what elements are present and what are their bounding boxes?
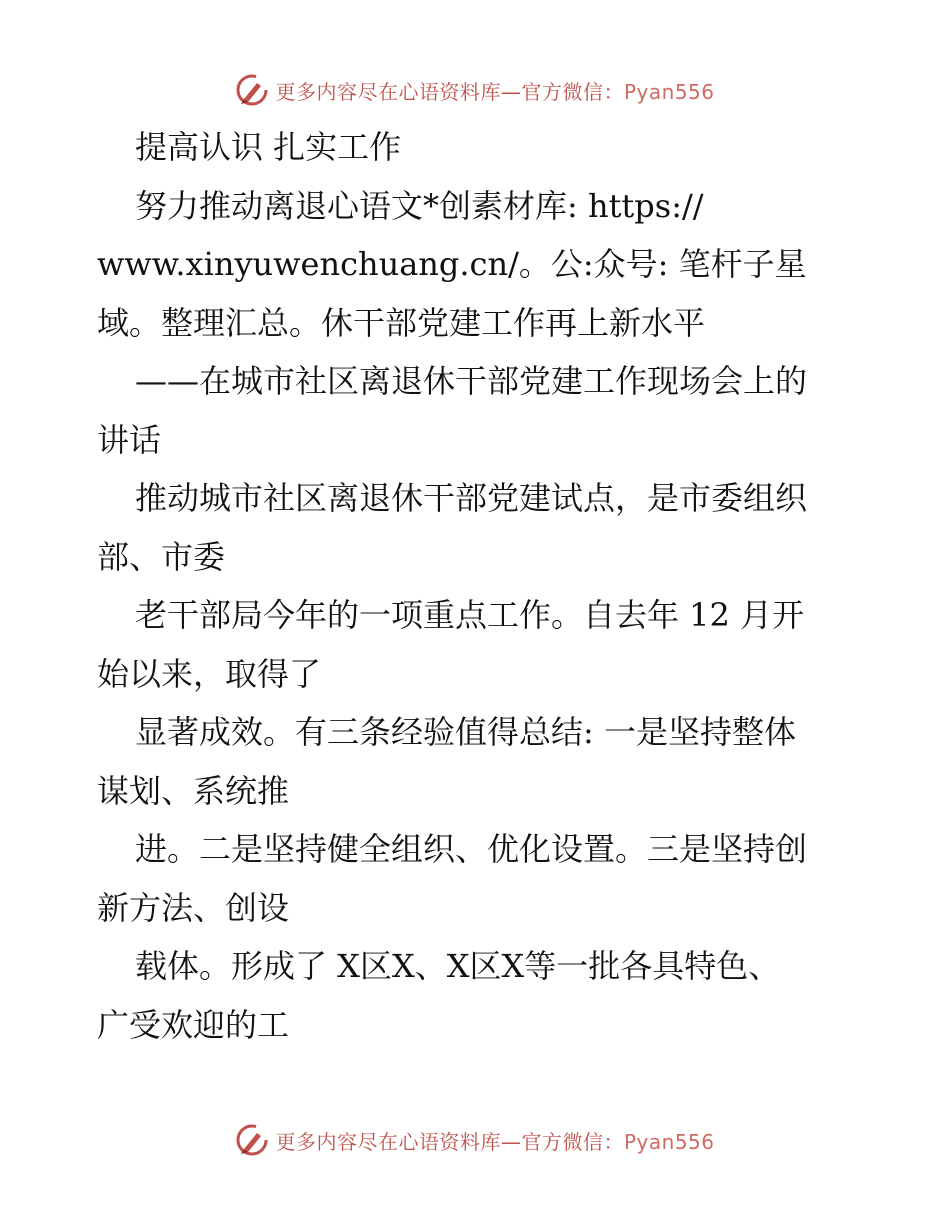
doc-line: 始以来，取得了 [97, 654, 322, 693]
doc-line: 谋划、系统推 [97, 771, 290, 810]
pen-logo-icon [235, 1123, 269, 1157]
doc-line: 部、市委 [97, 537, 226, 576]
doc-line: 载体。形成了 X区X、X区X等一批各具特色、 [135, 947, 781, 985]
doc-line: 域。整理汇总。休干部党建工作再上新水平 [97, 303, 706, 342]
doc-line: 广受欢迎的工 [97, 1005, 290, 1044]
header-banner-text [275, 76, 714, 105]
doc-line: 老干部局今年的一项重点工作。自去年 12 月开 [135, 596, 805, 634]
doc-line: www.xinyuwenchuang.cn/。公:众号: 笔杆子星 [97, 245, 807, 283]
footer-banner [0, 1120, 950, 1160]
header-banner [0, 70, 950, 110]
doc-line: 新方法、创设 [97, 888, 290, 927]
header-banner-id: Pyan556 [623, 79, 715, 104]
doc-line: 讲话 [97, 420, 162, 459]
doc-line: 努力推动离退心语文*创素材库: https:// [135, 186, 704, 225]
footer-banner-text [275, 1126, 714, 1155]
doc-line: 显著成效。有三条经验值得总结: 一是坚持整体 [135, 713, 796, 751]
doc-line: 进。二是坚持健全组织、优化设置。三是坚持创 [135, 830, 808, 868]
footer-banner-id: Pyan556 [623, 1129, 715, 1154]
footer-banner-label: 更多内容尽在心语资料库—官方微信： [275, 1129, 624, 1154]
doc-line: 推动城市社区离退休干部党建试点，是市委组织 [135, 479, 808, 517]
document-body [97, 118, 857, 1054]
pen-logo-icon [235, 73, 269, 107]
doc-line: 提高认识 扎实工作 [135, 128, 402, 166]
header-banner-label: 更多内容尽在心语资料库—官方微信： [275, 79, 624, 104]
doc-line: ——在城市社区离退休干部党建工作现场会上的 [135, 362, 808, 400]
